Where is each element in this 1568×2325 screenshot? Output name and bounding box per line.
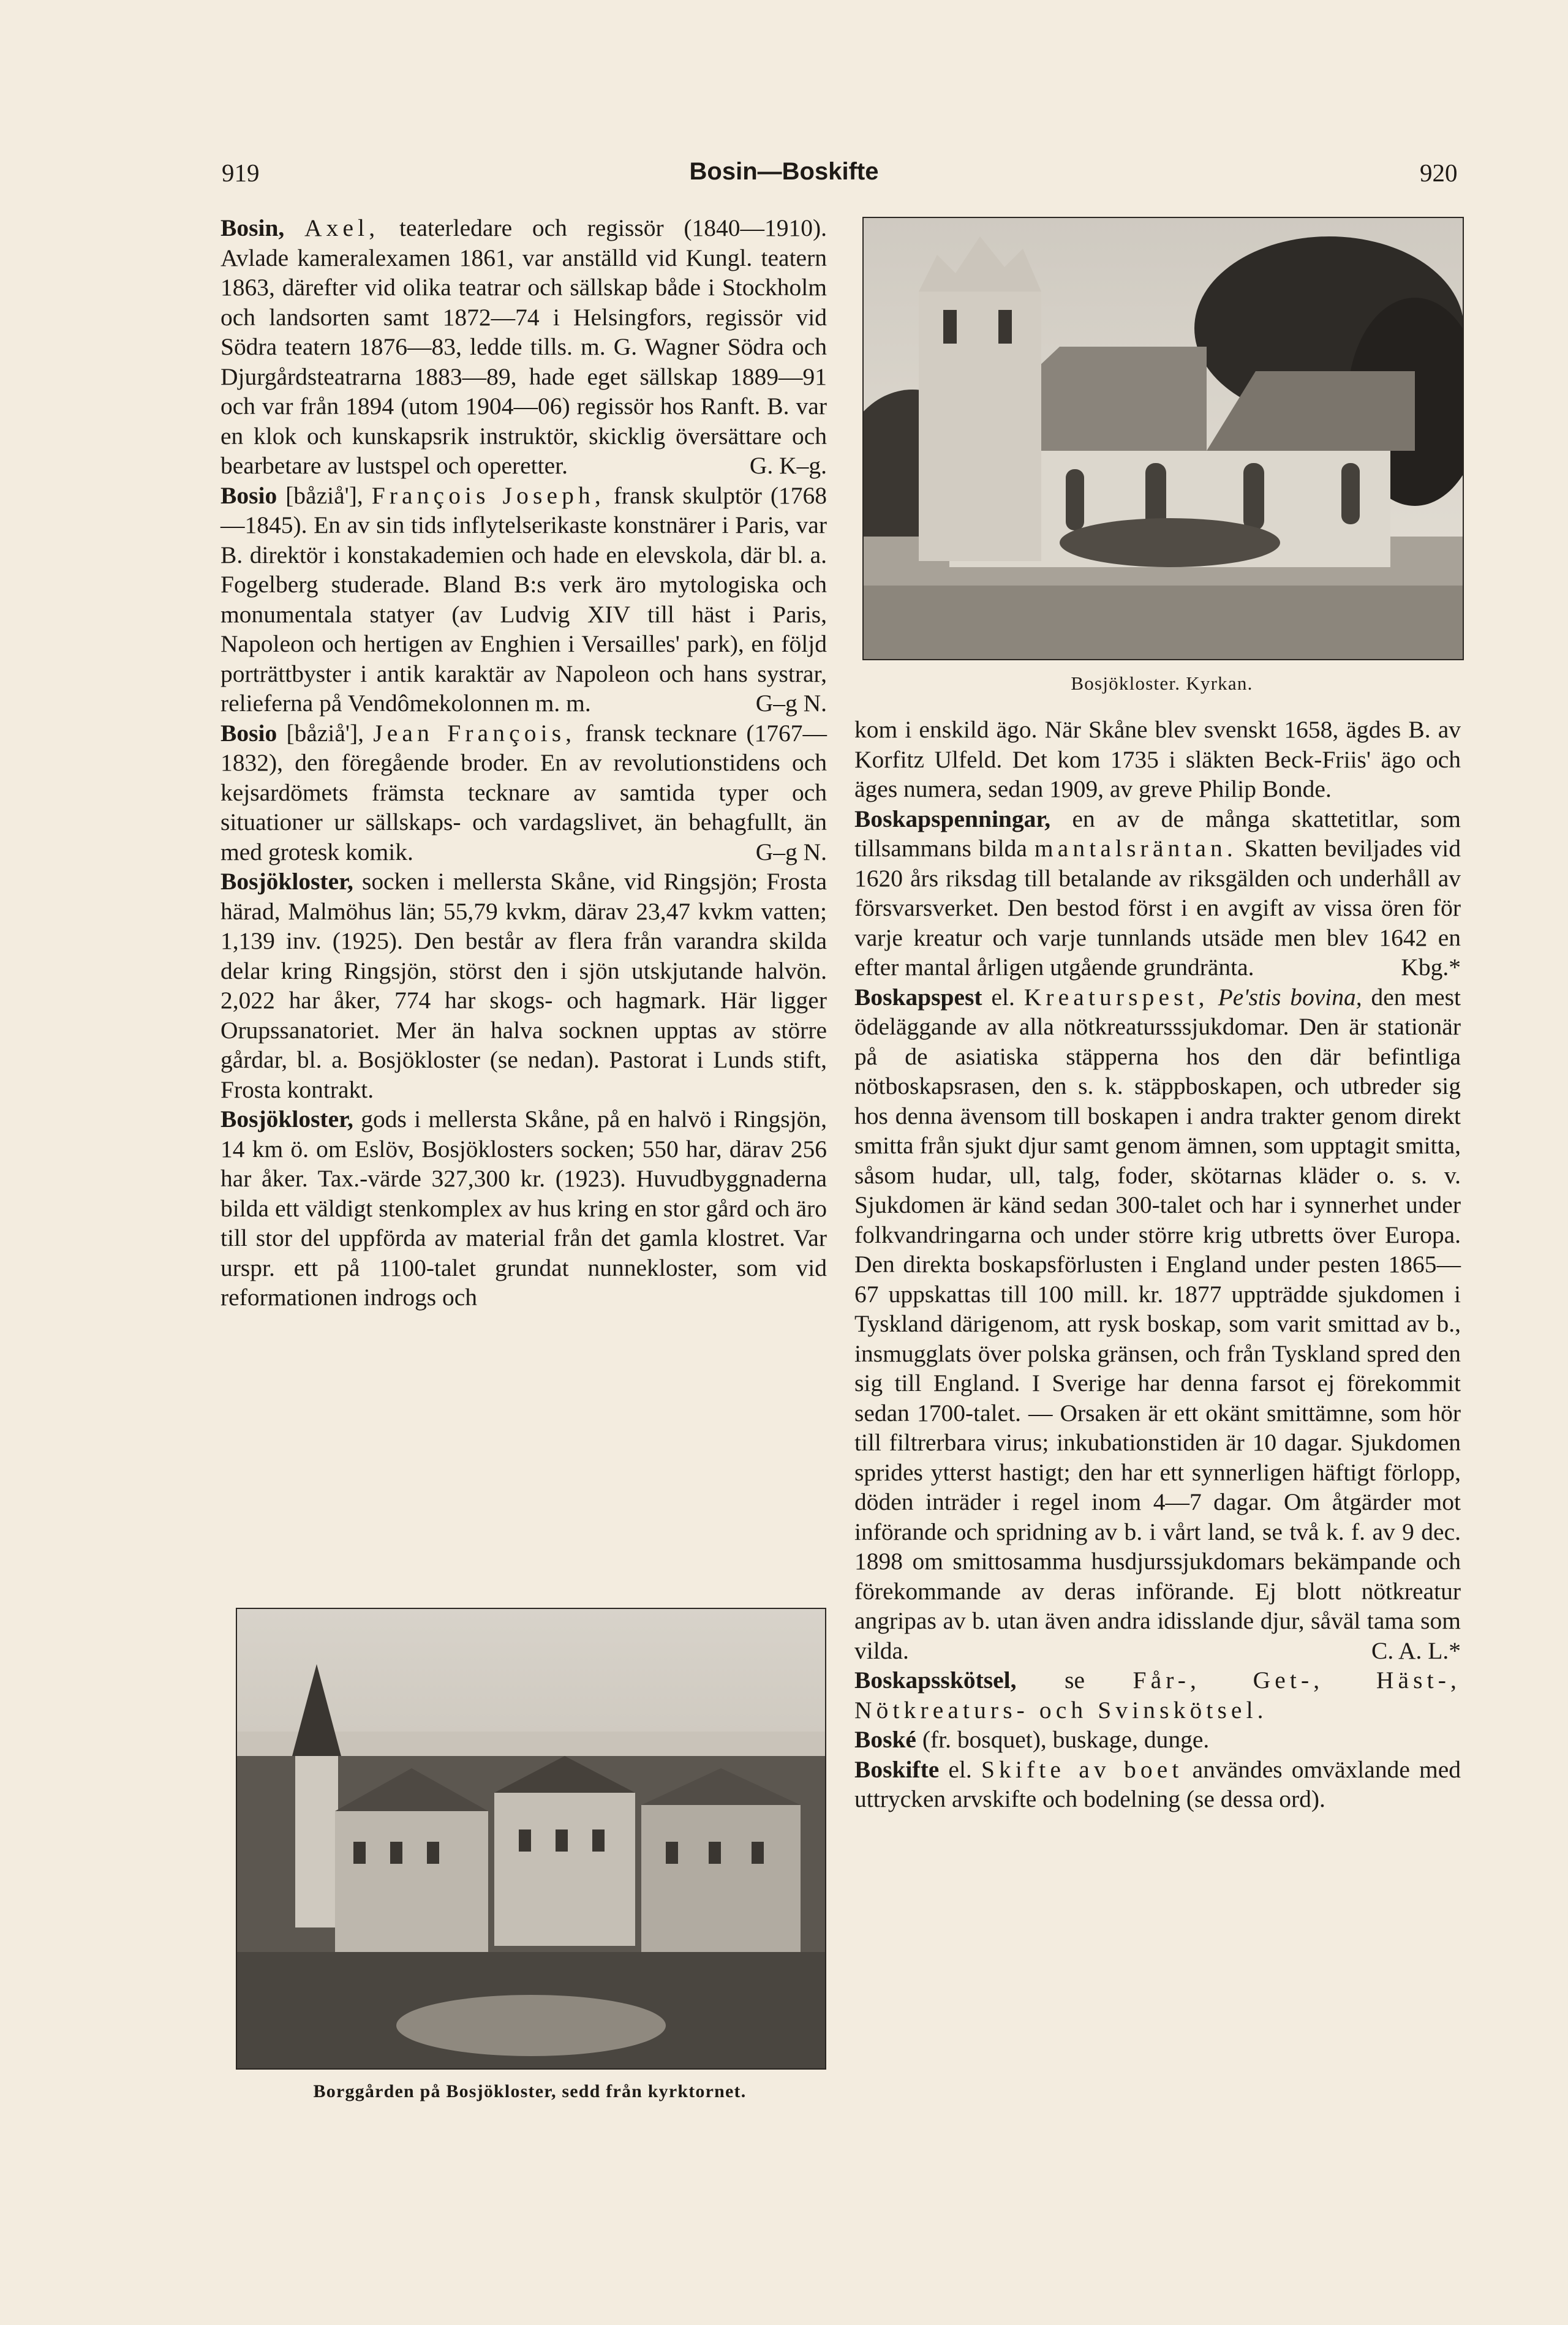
entry-signature: G–g N. [755, 838, 827, 865]
entry-headword: Boské [854, 1726, 916, 1753]
church-photo [862, 217, 1464, 660]
page-number-right: 920 [1420, 159, 1458, 187]
entry-signature: G. K–g. [749, 452, 827, 479]
entry-text: teaterledare och regissör (1840—1910). Avlade kameralexamen 1861, var anställd vid Kungl. teatern 1863, därefter vid olika teatrar och sällskap både i Stockholm och landsorten samt 1872—74 i Helsingfors, regissör vid Södra teatern 1876—83, ledde tills. m. G. Wagner Södra och Djurgårdsteatrarna 1883—89, hade eget sällskap 1889—91 och var från 1894 (utom 1904—06) regissör hos Ranft. B. var en klok och kunskapsrik instruktör, skicklig översättare och bearbetare av lustspel och operetter. [221, 214, 827, 479]
entry-text: gods i mellersta Skåne, på en halvö i Ringsjön, 14 km ö. om Eslöv, Bosjöklosters socken; 550 har, därav 256 har åker. Tax.-värde 327,300 kr. (1923). Huvudbyggnaderna bilda ett väldigt stenkomplex av hus kring en stor gård och äro till stor del uppförda av material från det gamla klostret. Var urspr. ett på 1100-talet grundat nunnekloster, som vid reformationen indrogs och [221, 1106, 827, 1311]
entry-bosjokloster-gods-continued: kom i enskild ägo. När Skåne blev svenskt 1658, ägdes B. av Korfitz Ulfeld. Det kom 1735 i släkten Beck-Friis' ägo och äges numera, sedan 1909, av greve Philip Bonde. [854, 716, 1461, 802]
entry-connector: se [1065, 1667, 1085, 1694]
entry-headword: Boskifte [854, 1755, 940, 1783]
entry-headword: Bosin, [221, 214, 285, 241]
right-column [854, 715, 1461, 1814]
entry-forename: Jean François, [373, 719, 576, 747]
page-number-left: 919 [222, 159, 260, 187]
entry-spaced-term: Kreaturspest, [1023, 983, 1209, 1011]
entry-signature: C. A. L.* [1371, 1637, 1461, 1664]
entry-text: användes omväxlande med uttrycken arvskifte och bodelning (se dessa ord). [854, 1755, 1461, 1812]
entry-connector: el. [991, 983, 1015, 1011]
entry-spaced-term: Skifte av boet [981, 1755, 1183, 1783]
entry-text: en av de många skattetitlar, som tillsammans bilda [854, 805, 1461, 862]
entry-cross-references: Får-, Get-, Häst-, Nötkreaturs- och Svinskötsel. [854, 1667, 1461, 1724]
castle-illustration [237, 1609, 825, 2068]
entry-boskapsskotsel [854, 1665, 1461, 1725]
entry-text: socken i mellersta Skåne, vid Ringsjön; Frosta härad, Malmöhus län; 55,79 kvkm, därav 23,47 kvkm vatten; 1,139 inv. (1925). Den består av flera från varandra skilda delar kring Ringsjön, störst den i sjön utskjutande halvön. 2,022 har åker, 774 har skogs- och hagmark. Här ligger Orupssanatoriet. Mer än halva socknen upptas av större gårdar, bl. a. Bosjökloster (se nedan). Pastorat i Lunds stift, Frosta kontrakt. [221, 868, 827, 1103]
church-photo-caption: Bosjökloster. Kyrkan. [1071, 673, 1253, 694]
entry-pronunciation: [båziå'], [285, 481, 363, 509]
entry-boske [854, 1725, 1461, 1755]
entry-bosio-jean [221, 718, 827, 867]
entry-headword: Boskapspest [854, 983, 982, 1011]
entry-signature: Kbg.* [1401, 954, 1461, 981]
entry-connector: el. [948, 1755, 972, 1783]
entry-headword: Bosjökloster, [221, 868, 353, 895]
entry-text: (fr. bosquet), buskage, dunge. [922, 1726, 1210, 1753]
entry-headword: Bosjökloster, [221, 1106, 353, 1132]
entry-bosin [221, 213, 827, 481]
entry-forename: Axel, [304, 214, 380, 241]
entry-latin-name: Pe'stis bovina, [1218, 983, 1362, 1011]
entry-forename: François Joseph, [371, 481, 605, 509]
entry-headword: Boskapsskötsel, [854, 1667, 1017, 1694]
entry-headword: Bosio [221, 719, 277, 747]
entry-bosio-francois [221, 481, 827, 718]
entry-headword: Bosio [221, 481, 277, 509]
castle-photo-caption: Borggården på Bosjökloster, sedd från kyrktornet. [313, 2081, 747, 2101]
entry-text: den mest ödeläggande av alla nötkreatursssjukdomar. Den är stationär på de asiatiska stäpperna hos den där befintliga nötboskapsrasen, den s. k. stäppboskapen, och utbreder sig hos denna ävensom till boskapen i andra trakter genom direkt smitta från sjukt djur samt genom ämnen, som upptagit smitta, såsom hudar, ull, talg, foder, skötarnas kläder o. s. v. Sjukdomen är känd sedan 300-talet och har i synnerhet under folkvandringarna och under större krig utbretts över Europa. Den direkta boskapsförlusten i England under pesten 1865—67 uppskattas till 100 mill. kr. 1877 uppträdde sjukdomen i Tyskland därigenom, att rysk boskap, som varit smittad av b., insmugglats över polska gränsen, och från Tyskland spred den sig till England. I Sverige har denna farsot ej förekommit sedan 1700-talet. — Orsaken är ett okänt smittämne, som hör till filtrerbara virus; inkubationstiden är 10 dagar. Sjukdomen sprides ytterst hastigt; den har ett synnerligen häftigt förlopp, döden inträder i regel inom 4—7 dagar. Om åtgärder mot införande och spridning av b. i vårt land, se två k. f. av 9 dec. 1898 om smittosamma husdjurssjukdomars bekämpande och förekommande av deras införande. Ej blott nötkreatur angripas av b. utan även andra idisslande djur, såväl tama som vilda. [854, 983, 1461, 1664]
entry-headword: Boskapspenningar, [854, 805, 1051, 832]
entry-text: fransk tecknare (1767—1832), den föregående broder. En av revolutionstidens och kejsardömets främsta tecknare av samtida typer och situationer ur sällskaps- och vardagslivet, än behagfullt, än med grotesk komik. [221, 719, 827, 865]
entry-signature: G–g N. [755, 690, 827, 717]
castle-courtyard-photo [236, 1608, 826, 2070]
church-illustration [864, 218, 1463, 659]
entry-text: fransk skulptör (1768—1845). En av sin tids inflytelserikaste konstnärer i Paris, var B. direktör i konstakademien och hade en elevskola, där bl. a. Fogelberg studerade. Bland B:s verk äro mytologiska och monumentala statyer (av Ludvig XIV till häst i Paris, Napoleon och hertigen av Enghien i Versailles' park), en följd porträttbyster i antik karaktär av Napoleon och hans systrar, relieferna på Vendômekolonnen m. m. [221, 481, 827, 717]
entry-bosjokloster-gods [221, 1104, 827, 1313]
entry-boskapspenningar [854, 804, 1461, 982]
entry-pronunciation: [båziå'], [286, 719, 364, 747]
entry-boskifte [854, 1755, 1461, 1814]
entry-spaced-term: mantalsräntan. [1034, 835, 1237, 862]
entry-text: Skatten beviljades vid 1620 års riksdag till betalande av riksgälden och underhåll av försvarsverket. Den bestod först i en avgift av vissa ören för varje kreatur och varje tunnlands utsäde men blev 1642 en efter mantal årligen utgående grundränta. [854, 835, 1461, 981]
entry-bosjokloster-socken [221, 867, 827, 1104]
left-column [221, 213, 827, 1313]
entry-boskapspest [854, 982, 1461, 1666]
running-head: Bosin—Boskifte [689, 158, 879, 185]
